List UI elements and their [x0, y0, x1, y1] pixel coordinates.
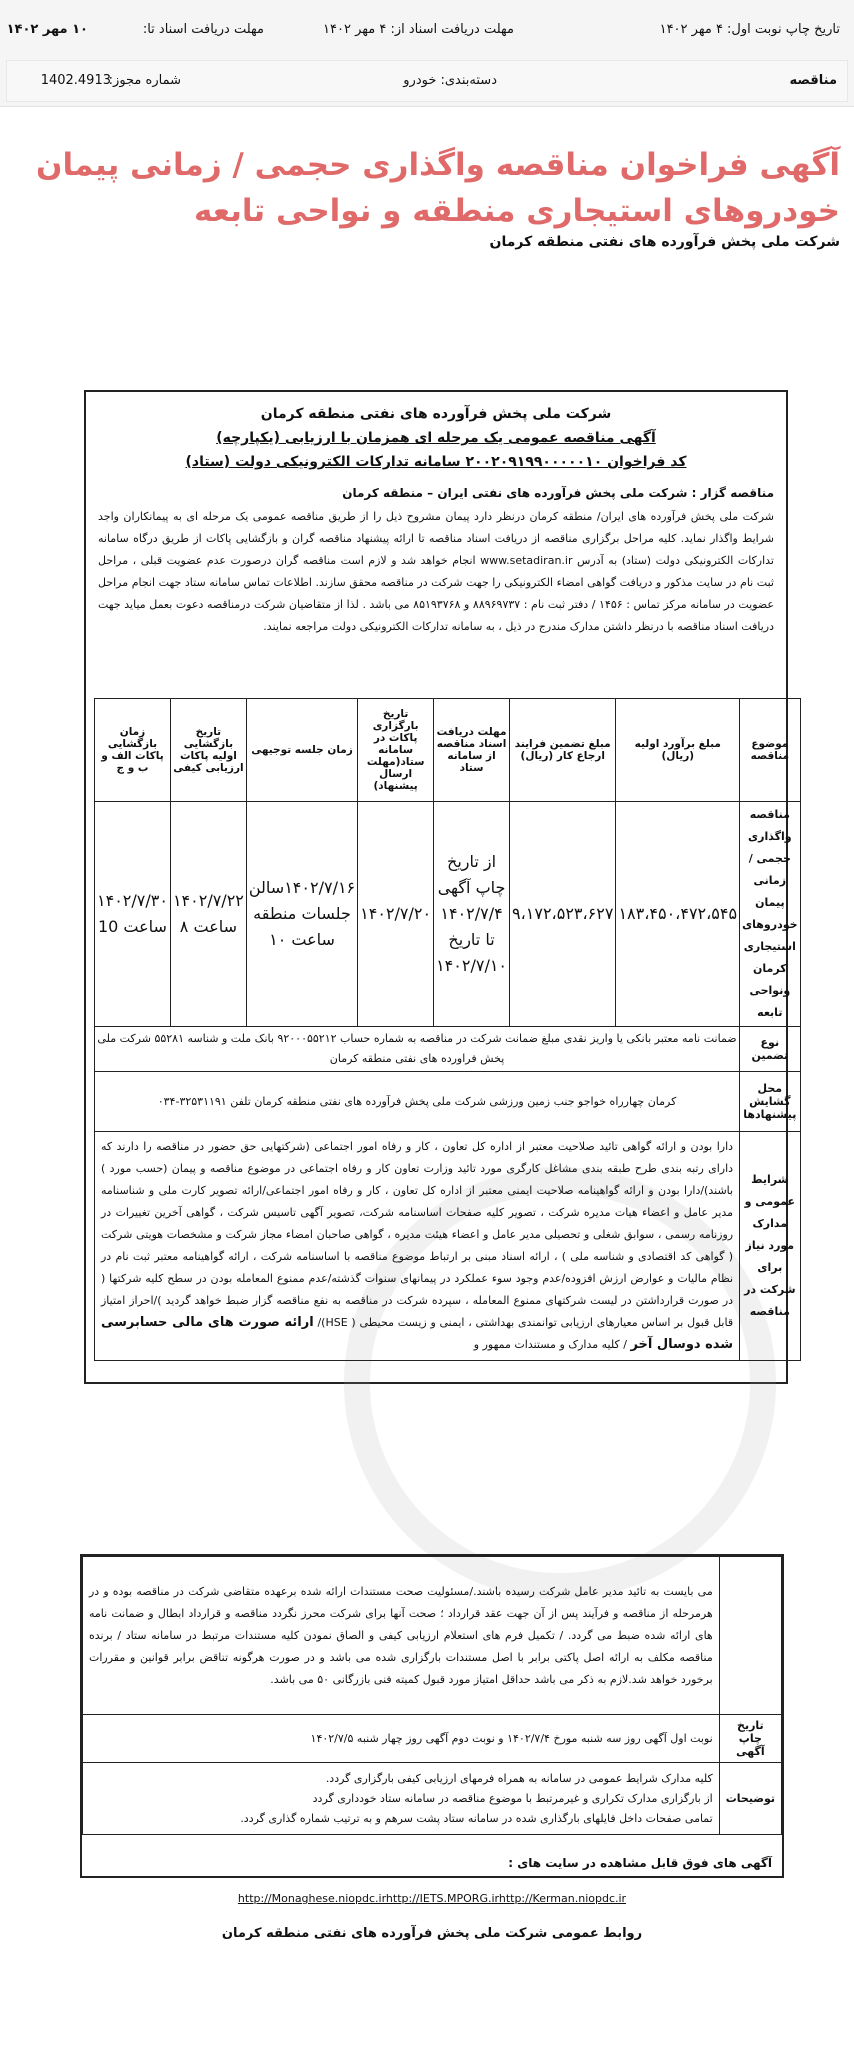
sites-label: آگهی های فوق قابل مشاهده در سایت های : — [508, 1856, 772, 1870]
scanned-notice — [84, 390, 798, 1384]
notes-label: توضیحات — [719, 1763, 781, 1835]
notice-heading-code: کد فراخوان ۲۰۰۲۰۹۱۹۹۰۰۰۰۰۱۰ سامانه تدارکات الکترونیکی دولت (ستاد) — [185, 454, 687, 470]
continuation-table — [82, 1556, 782, 1835]
col-doc-deadline: مهلت دریافت اسناد مناقصه از سامانه ستاد — [434, 699, 510, 802]
continuation-label — [719, 1557, 781, 1715]
conditions-cell — [95, 1132, 740, 1361]
cell-subject: مناقصه واگذاری حجمی /زمانی پیمان خودروهای استیجاری کرمان ونواحی تابعه — [740, 802, 800, 1027]
location-text: کرمان چهارراه خواجو جنب زمین ورزشی شرکت ملی پخش فرآورده های نفتی منطقه کرمان تلفن ۳۲۵۳۱۱۹۱-۰۳۴ — [95, 1072, 740, 1132]
continuation-row — [83, 1557, 782, 1715]
cell-initial-opening: ۱۴۰۲/۷/۲۲ ساعت ۸ — [170, 802, 246, 1027]
print-date-row — [83, 1715, 782, 1763]
meta-row-dates — [0, 10, 854, 50]
conditions-row — [95, 1132, 801, 1361]
notice-heading-company: شرکت ملی پخش فرآورده های نفتی منطقه کرمان — [260, 406, 612, 422]
col-estimate: مبلغ برآورد اولیه (ریال) — [616, 699, 740, 802]
page-title: آگهی فراخوان مناقصه واگذاری حجمی / زمانی پیمان خودروهای استیجاری منطقه و نواحی تابعه — [36, 147, 840, 229]
col-initial-opening: تاریخ بازگشایی اولیه پاکات ارزیابی کیفی — [170, 699, 246, 802]
cell-doc-deadline: از تاریخ چاپ آگهی ۱۴۰۲/۷/۴ تا تاریخ ۱۴۰۲/۷/۱۰ — [434, 802, 510, 1027]
permit-value: 1402.4913 — [40, 73, 111, 88]
table-row — [95, 802, 801, 1027]
cell-upload-deadline: ۱۴۰۲/۷/۲۰ — [358, 802, 434, 1027]
conditions-text: دارا بودن و ارائه گواهی تائید صلاحیت معتبر از اداره کل تعاون ، کار و رفاه امور اجتماعی (شرکتهایی حق حضور در مناقصه را دارند که دارای رتبه بندی طرح طبقه بندی مشاغل کارگری مورد تائید وزارت تعاون کار و رفاه اجتماعی در موضوع مناقصه و پیمان (حسب مورد ) باشند)/دارا بودن و ارائه گواهینامه صلاحیت ایمنی معتبر از اداره کل تعاون ، کار و رفاه امور اجتماعی/ارائه تصویر کارت ملی و شناسنامه مدیر عامل و اعضاء هیات مدیره شرکت ، تصویر کلیه صفحات اساسنامه شرکت، تصویر آگهی تاسیس شرکت ، گواهی آخرین تغییرات در روزنامه رسمی ، سوابق شغلی و تحصیلی مدیر عامل و اعضاء هیئت مدیره ، گواهی صاحبان امضاء مجاز شرکت و مشخصات هویتی شرکت ( گواهی کد اقتصادی و شناسه ملی ) ، ارائه اسناد مبنی بر ارتباط موضوع مناقصه با اساسنامه شرکت ، ارائه گواهینامه معتبر ثبت نام در نظام مالیات و عوارض ارزش افزوده/عدم وجود سوء عملکرد در پیمانهای سنوات گذشته/عدم ممنوع المعامله بودن در سطح کلیه شرکتها ( در صورت قرارداشتن در لیست شرکتهای ممنوع المعامله ، سپرده شرکت در مناقصه به نفع مناقصه گزار ضبط خواهد گردید )/احراز امتیاز قابل قبول بر اساس معیارهای ارزیابی توانمندی بهداشتی ، ایمنی و زیست محیطی ( HSE)/ — [101, 1140, 734, 1329]
col-subject: موضوع مناقصه — [740, 699, 800, 802]
sites-links[interactable]: http://Monaghese.niopdc.irhttp://IETS.MPORG.irhttp://Kerman.niopdc.ir — [237, 1892, 627, 1905]
continuation-text: می بایست به تائید مدیر عامل شرکت رسیده باشند./مسئولیت صحت مستندات ارائه شده برعهده متقاضی شرکت در مناقصه بوده و در هرمرحله از مناقصه و فرآیند پس از آن جهت عقد قرارداد ؛ صحت آنها برای شرکت محرز نگردد مناقصه و قرارداد ابطال و ضمانت نامه های ارائه شده ضبط می گردد. / تکمیل فرم های استعلام ارزیابی کیفی و الصاق نمودن کلیه مستندات مرتبط در سامانه ستاد / برنده مناقصه مکلف به ارائه اصل پاکتی برابر با اصل مستندات بارگزاری شده می باشد و در صورت هرگونه تناقض برابر قوانین و مقررات برخورد خواهد شد.لازم به ذکر می باشد حداقل امتیاز مورد قبول کمیته فنی بازرگانی ۵۰ می باشد. — [83, 1557, 720, 1715]
conditions-tail: / کلیه مدارک و مستندات ممهور و — [473, 1338, 627, 1351]
listing-meta-bar — [0, 0, 854, 107]
receive-until-value: ۱۰ مهر ۱۴۰۲ — [6, 22, 88, 37]
tender-table — [94, 698, 801, 1361]
cell-briefing: ۱۴۰۲/۷/۱۶سالن جلسات منطقه ساعت ۱۰ — [246, 802, 357, 1027]
receive-from: مهلت دریافت اسناد از: ۴ مهر ۱۴۰۲ — [323, 22, 514, 37]
col-briefing: زمان جلسه توجیهی — [246, 699, 357, 802]
notes-row — [83, 1763, 782, 1835]
note-item: از بارگزاری مدارک تکراری و غیرمرتبط با موضوع مناقصه در سامانه ستاد خودداری گردد — [312, 1791, 713, 1805]
listing-type: مناقصه — [789, 73, 837, 88]
note-item: کلیه مدارک شرایط عمومی در سامانه به همراه فرمهای ارزیابی کیفی بارگزاری گردد. — [325, 1771, 713, 1785]
col-guarantee: مبلغ تضمین فرایند ارجاع کار (ریال) — [510, 699, 616, 802]
cell-final-opening: ۱۴۰۲/۷/۳۰ ساعت 10 — [95, 802, 171, 1027]
table-header-row — [95, 699, 801, 802]
permit-label: شماره مجوز: — [108, 73, 181, 88]
notes-cell — [83, 1763, 720, 1835]
tender-body: مناقصه گزار : شرکت ملی پخش فرآورده های نفتی ایران – منطقه کرمان — [342, 486, 774, 500]
col-upload-deadline: تاریخ بارگزاری پاکات در سامانه ستاد(مهلت ارسال پیشنهاد) — [358, 699, 434, 802]
conditions-bold: ارائه صورت های مالی حسابرسی شده دوسال آخر — [101, 1315, 734, 1352]
notice-intro: شرکت ملی پخش فرآورده های ایران/ منطقه کرمان درنظر دارد پیمان مشروح ذیل را از طریق مناقصه عمومی یک مرحله ای به پیمانکاران واجد شرایط واگذار نماید. کلیه مراحل برگزاری مناقصه از دریافت اسناد مناقصه تا ارائه پیشنهاد مناقصه گران و بازگشایی پاکات از طریق درگاه سامانه تدارکات الکترونیکی دولت (ستاد) به آدرس www.setadiran.ir انجام خواهد شد و لازم است مناقصه گران درصورت عدم عضویت قبلی ، مراحل ثبت نام در سایت مذکور و دریافت گواهی امضاء الکترونیکی را جهت شرکت در مناقصه محقق سازند. اطلاعات تماس سامانه ستاد جهت انجام مراحل عضویت در سامانه مرکز تماس : ۱۴۵۶ / دفتر ثبت نام : ۸۸۹۶۹۷۳۷ و ۸۵۱۹۳۷۶۸ می باشد . لذا از متقاضیان شرکت درمناقصه دعوت بعمل میاید جهت دریافت اسناد مناقصه با درنظر داشتن مدارک مندرج در ذیل ، به سامانه تدارکات الکترونیکی دولت مراجعه نمایند. — [98, 510, 774, 633]
print-text: نوبت اول آگهی روز سه شنبه مورخ ۱۴۰۲/۷/۴ و نوبت دوم آگهی روز چهار شنبه ۱۴۰۲/۷/۵ — [83, 1715, 720, 1763]
location-row — [95, 1072, 801, 1132]
note-item: تمامی صفحات داخل فایلهای بارگذاری شده در سامانه ستاد پشت سرهم و به ترتیب شماره گذاری گردد. — [240, 1811, 713, 1825]
listing-category: دسته‌بندی: خودرو — [403, 73, 497, 88]
company-name: شرکت ملی پخش فرآورده های نفتی منطقه کرمان — [489, 234, 840, 250]
location-label: محل گشایش پیشنهادها — [740, 1072, 800, 1132]
col-final-opening: زمان بازگشایی پاکات الف و ب و ج — [95, 699, 171, 802]
guarantee-row — [95, 1027, 801, 1072]
guarantee-label: نوع تضمین — [740, 1027, 800, 1072]
guarantee-text: ضمانت نامه معتبر بانکی یا واریز نقدی مبلغ ضمانت شرکت در مناقصه به شماره حساب ۹۲۰۰۰۵۵۲۱۲ بانک ملت و شناسه ۵۵۲۸۱ شرکت ملی پخش فراورده های نفتی منطقه کرمان — [95, 1027, 740, 1072]
scanned-notice-page-2 — [80, 1554, 784, 1941]
meta-row-info — [6, 60, 848, 102]
print-date: تاریخ چاپ نوبت اول: ۴ مهر ۱۴۰۲ — [659, 22, 840, 37]
public-relations-footer: روابط عمومی شرکت ملی پخش فرآورده های نفتی منطقه کرمان — [221, 1926, 643, 1941]
cell-estimate: ۱۸۳،۴۵۰،۴۷۲،۵۴۵ — [616, 802, 740, 1027]
print-label: تاریخ چاپ آگهی — [719, 1715, 781, 1763]
conditions-label: شرایط عمومی و مدارک مورد نیاز برای شرکت در مناقصه — [740, 1132, 800, 1361]
cell-guarantee: ۹،۱۷۲،۵۲۳،۶۲۷ — [510, 802, 616, 1027]
receive-until-label: مهلت دریافت اسناد تا: — [142, 22, 264, 37]
notice-heading-type: آگهی مناقصه عمومی یک مرحله ای همزمان با ارزیابی (یکپارچه) — [216, 430, 656, 446]
